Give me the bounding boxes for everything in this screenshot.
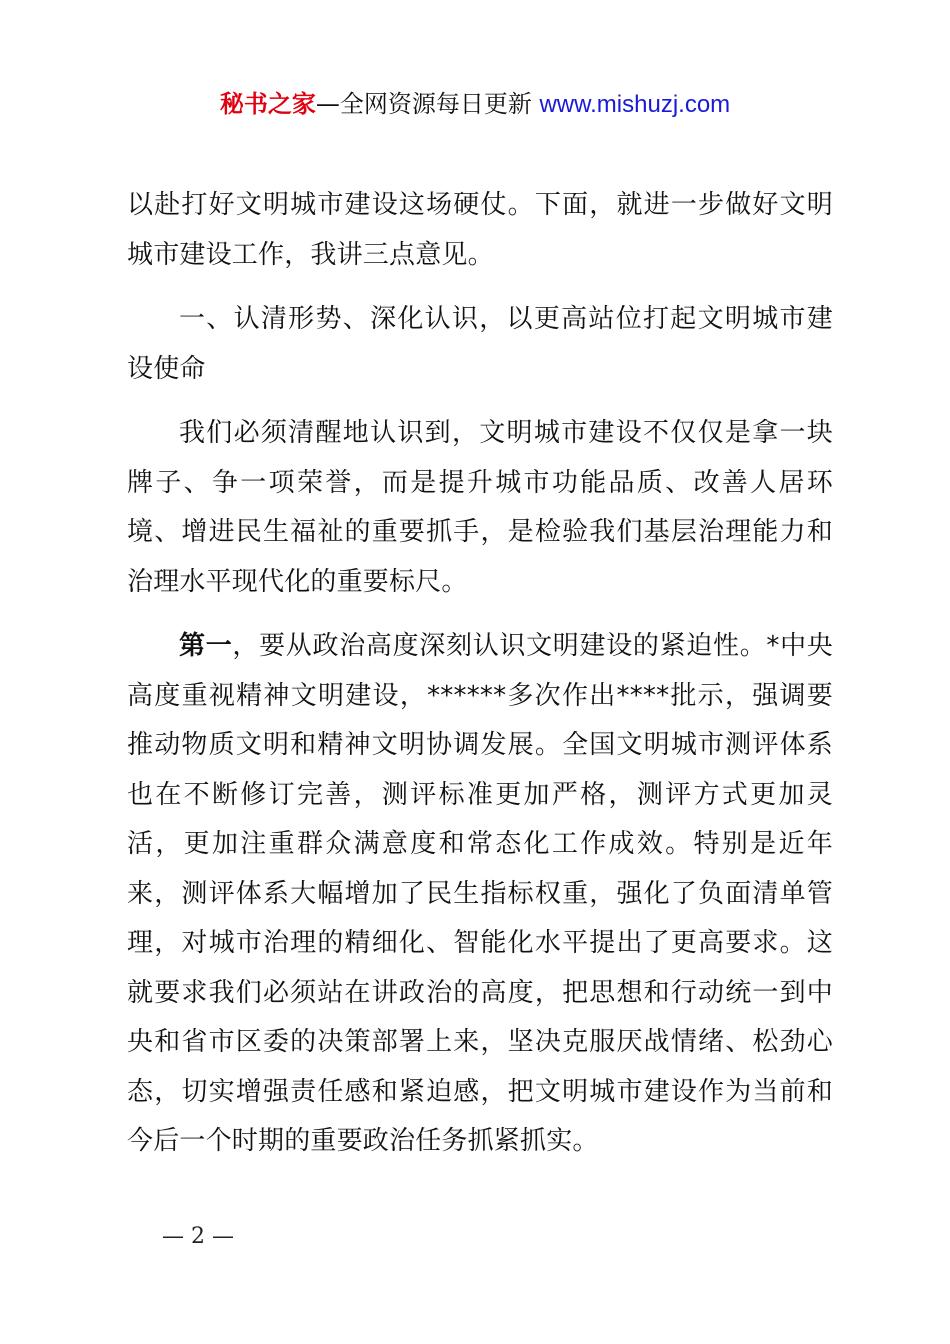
page-number: — 2 —: [162, 1224, 234, 1249]
section-heading-1: 一、认清形势、深化认识，以更高站位打起文明城市建设使命: [127, 304, 833, 384]
paragraph-continuation: 以赴打好文明城市建设这场硬仗。下面，就进一步做好文明城市建设工作，我讲三点意见。: [127, 190, 833, 270]
paragraph-first-point: [127, 622, 833, 1167]
brand-name: 秘书之家: [219, 90, 316, 118]
paragraph-awareness: 我们必须清醒地认识到，文明城市建设不仅仅是拿一块牌子、争一项荣誉，而是提升城市功能品质、改善人居环境、增进民生福祉的重要抓手，是检验我们基层治理能力和治理水平现代化的重要标尺。: [127, 418, 833, 597]
first-point-lead: 第一: [179, 631, 233, 661]
first-point-body: ，要从政治高度深刻认识文明建设的紧迫性。*中央高度重视精神文明建设，******多次作出****批示，强调要推动物质文明和精神文明协调发展。全国文明城市测评体系也在不断修订完善，测评标准更加严格，测评方式更加灵活，更加注重群众满意度和常态化工作成效。特别是近年来，测评体系大幅增加了民生指标权重，强化了负面清单管理，对城市治理的精细化、智能化水平提出了更高要求。这就要求我们必须站在讲政治的高度，把思想和行动统一到中央和省市区委的决策部署上来，坚决克服厌战情绪、松劲心态，切实增强责任感和紧迫感，把文明城市建设作为当前和今后一个时期的重要政治任务抓紧抓实。: [127, 631, 833, 1156]
header-tagline: —全网资源每日更新: [315, 90, 540, 118]
site-header: [0, 86, 950, 123]
document-body: [127, 181, 833, 1182]
site-url-link[interactable]: www.mishuzj.com: [539, 91, 731, 118]
